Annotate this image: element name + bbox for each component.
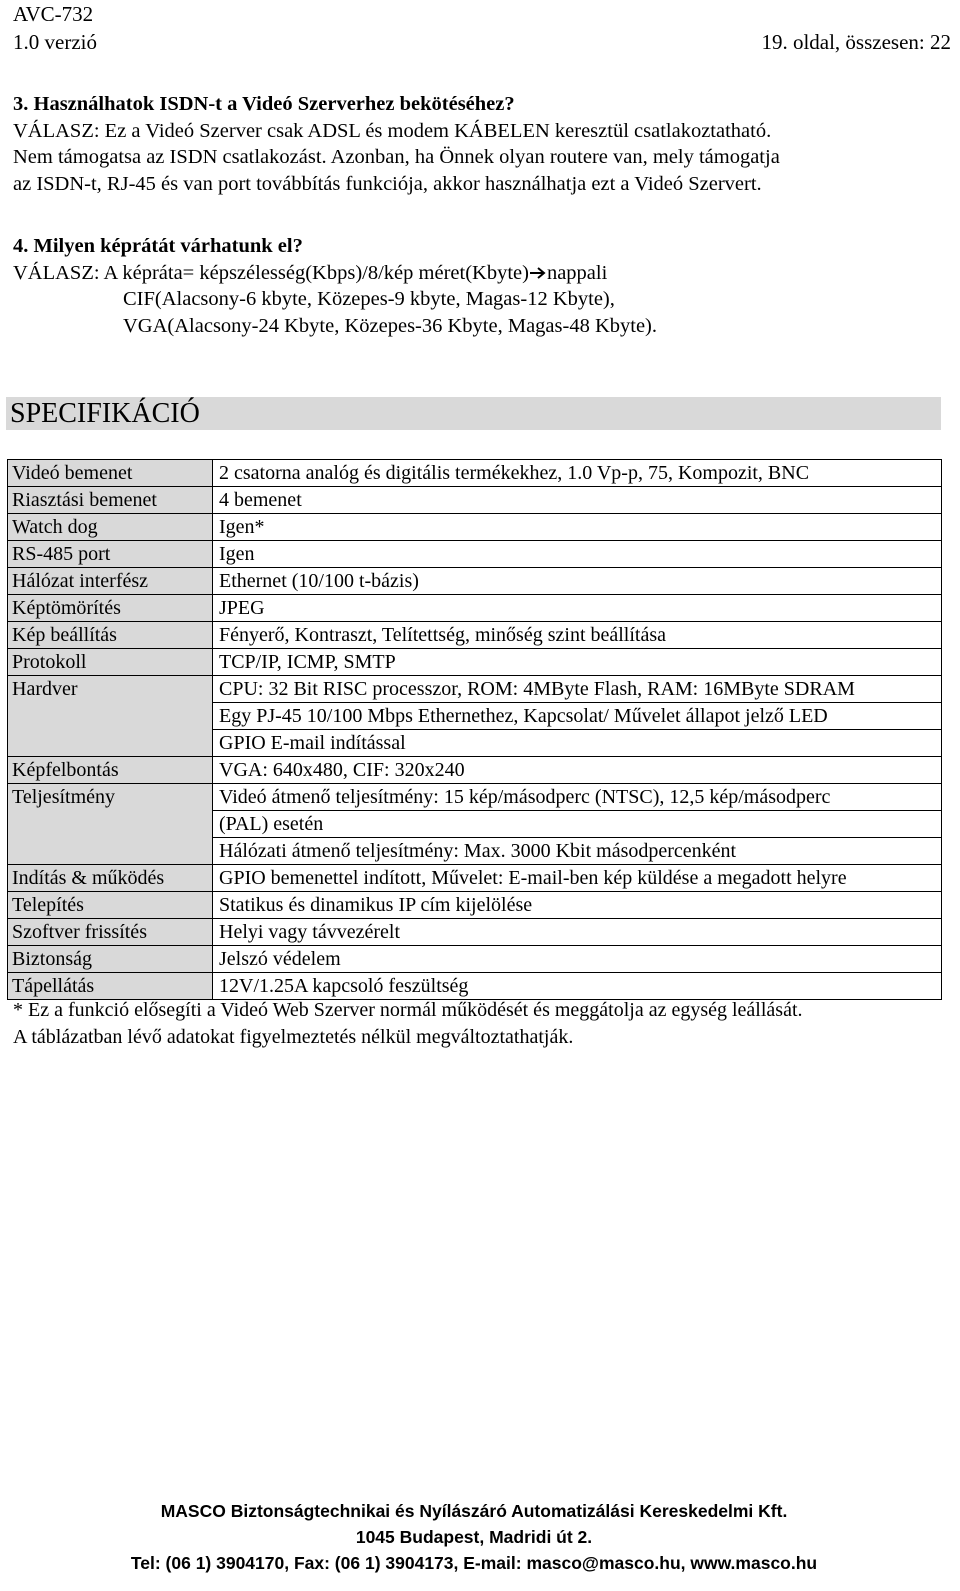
spec-value: CPU: 32 Bit RISC processzor, ROM: 4MByte Flash, RAM: 16MByte SDRAM — [213, 676, 942, 703]
notes — [13, 997, 803, 1050]
spec-label: Kép beállítás — [8, 622, 213, 649]
spec-value: Igen — [213, 541, 942, 568]
spec-label: Tápellátás — [8, 973, 213, 1000]
page-number: 19. oldal, összesen: 22 — [761, 30, 951, 54]
spec-value: Statikus és dinamikus IP cím kijelölése — [213, 892, 942, 919]
document-code: AVC-732 — [13, 2, 94, 26]
question-3-title: 3. Használhatok ISDN-t a Videó Szerverhez bekötéséhez? — [13, 93, 515, 115]
vga-values: VGA(Alacsony-24 Kbyte, Közepes-36 Kbyte, Magas-48 Kbyte). — [123, 314, 658, 337]
table-row — [8, 514, 942, 541]
page-footer — [0, 1498, 948, 1576]
spec-value: Egy PJ-45 10/100 Mbps Ethernethez, Kapcsolat/ Művelet állapot jelző LED — [213, 703, 942, 730]
spec-value: GPIO E-mail indítással — [213, 730, 942, 757]
question-3-answer-line: VÁLASZ: Ez a Videó Szerver csak ADSL és modem KÁBELEN keresztül csatlakoztatható. — [13, 119, 772, 142]
spec-value: Hálózati átmenő teljesítmény: Max. 3000 Kbit másodpercenként — [213, 838, 942, 865]
table-row — [8, 865, 942, 892]
spec-label: Képfelbontás — [8, 757, 213, 784]
spec-value: 2 csatorna analóg és digitális termékekhez, 1.0 Vp-p, 75, Kompozit, BNC — [213, 460, 942, 487]
spec-value: Jelszó védelem — [213, 946, 942, 973]
table-row — [8, 892, 942, 919]
spec-value: Videó átmenő teljesítmény: 15 kép/másodperc (NTSC), 12,5 kép/másodperc — [213, 784, 942, 811]
spec-value: Fényerő, Kontraszt, Telítettség, minőség szint beállítása — [213, 622, 942, 649]
spec-label: Hálózat interfész — [8, 568, 213, 595]
spec-value: Ethernet (10/100 t-bázis) — [213, 568, 942, 595]
spec-label: Riasztási bemenet — [8, 487, 213, 514]
section-title: SPECIFIKÁCIÓ — [10, 398, 200, 429]
right-arrow-icon — [530, 266, 546, 280]
company-address: 1045 Budapest, Madridi út 2. — [355, 1527, 593, 1547]
table-row — [8, 784, 942, 811]
table-row — [8, 622, 942, 649]
question-3-answer-line: az ISDN-t, RJ-45 és van port továbbítás funkciója, akkor használhatja ezt a Videó Szervert. — [13, 172, 762, 195]
spec-value: JPEG — [213, 595, 942, 622]
spec-value: 4 bemenet — [213, 487, 942, 514]
question-4-title: 4. Milyen képrátát várhatunk el? — [13, 235, 303, 257]
table-row — [8, 460, 942, 487]
spec-label: Telepítés — [8, 892, 213, 919]
spec-value: Igen* — [213, 514, 942, 541]
question-3-answer-line: Nem támogatsa az ISDN csatlakozást. Azonban, ha Önnek olyan routere van, mely támogatja — [13, 146, 780, 168]
table-row — [8, 973, 942, 1000]
spec-label: RS-485 port — [8, 541, 213, 568]
spec-value: GPIO bemenettel indított, Művelet: E-mail-ben kép küldése a megadott helyre — [213, 865, 942, 892]
spec-label: Hardver — [8, 676, 213, 757]
company-contact: Tel: (06 1) 3904170, Fax: (06 1) 3904173, E-mail: masco@masco.hu, www.masco.hu — [130, 1553, 818, 1573]
faq-question-4 — [13, 233, 948, 339]
spec-label: Protokoll — [8, 649, 213, 676]
spec-label: Teljesítmény — [8, 784, 213, 865]
cif-values: CIF(Alacsony-6 kbyte, Közepes-9 kbyte, Magas-12 Kbyte), — [123, 288, 615, 310]
spec-value: TCP/IP, ICMP, SMTP — [213, 649, 942, 676]
disclaimer: A táblázatban lévő adatokat figyelmeztetés nélkül megváltoztathatják. — [13, 1025, 574, 1048]
table-row — [8, 595, 942, 622]
question-4-answer-line — [13, 260, 948, 287]
spec-label: Biztonság — [8, 946, 213, 973]
spec-value: 12V/1.25A kapcsoló feszültség — [213, 973, 942, 1000]
spec-table — [7, 459, 942, 1000]
spec-label: Indítás & működés — [8, 865, 213, 892]
spec-value: (PAL) esetén — [213, 811, 942, 838]
document-version: 1.0 verzió — [13, 30, 97, 54]
table-row — [8, 946, 942, 973]
table-row — [8, 487, 942, 514]
table-row — [8, 568, 942, 595]
company-name: MASCO Biztonságtechnikai és Nyílászáró Automatizálási Kereskedelmi Kft. — [160, 1501, 788, 1521]
spec-label: Watch dog — [8, 514, 213, 541]
table-row — [8, 649, 942, 676]
spec-value: Helyi vagy távvezérelt — [213, 919, 942, 946]
spec-label: Szoftver frissítés — [8, 919, 213, 946]
document-header — [13, 0, 951, 56]
table-row — [8, 676, 942, 703]
answer-formula: VÁLASZ: A képráta= képszélesség(Kbps)/8/kép méret(Kbyte) — [13, 261, 529, 284]
answer-daytime: nappali — [546, 261, 608, 284]
table-row — [8, 757, 942, 784]
footnote: * Ez a funkció elősegíti a Videó Web Szerver normál működését és meggátolja az egység leállását. — [13, 999, 803, 1021]
table-row — [8, 919, 942, 946]
spec-value: VGA: 640x480, CIF: 320x240 — [213, 757, 942, 784]
spec-label: Videó bemenet — [8, 460, 213, 487]
faq-question-3 — [13, 91, 948, 197]
table-row — [8, 541, 942, 568]
spec-label: Képtömörítés — [8, 595, 213, 622]
